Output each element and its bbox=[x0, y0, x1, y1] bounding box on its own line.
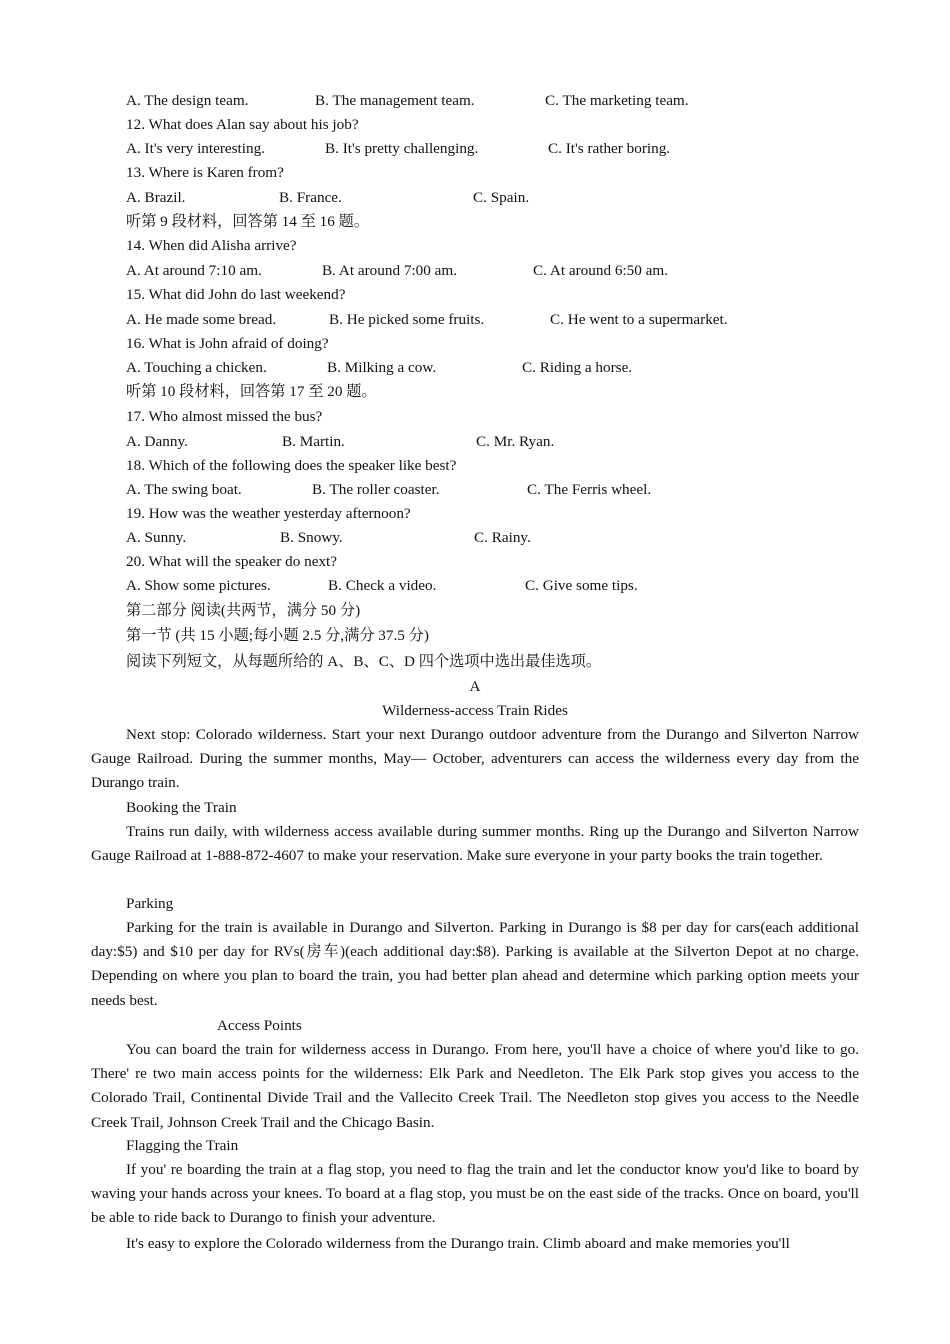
parking-paragraph: Parking for the train is available in Durango and Silverton. Parking in Durango is $8 per day for cars(each additional day:$5) and $10 per day for RVs(房车)(each additional day:$8). Parking is available at the Silverton Depot at no charge. Depending on where you plan to board the train, you had better plan ahead and determine which parking option meets your needs best. bbox=[91, 919, 859, 1009]
q20-option-a: A. Show some pictures. bbox=[126, 577, 271, 594]
passage-intro-paragraph: Next stop: Colorado wilderness. Start your next Durango outdoor adventure from the Durango and Silverton Narrow Gauge Railroad. During the summer months, May— October, adventurers can access the wilderness every day from the Durango train. bbox=[91, 726, 859, 792]
q19-options bbox=[126, 528, 846, 548]
q12-option-b: B. It's pretty challenging. bbox=[325, 140, 479, 157]
q20-options bbox=[126, 576, 846, 596]
passage-letter: A bbox=[469, 678, 481, 695]
q16-options bbox=[126, 358, 846, 378]
q15-option-a: A. He made some bread. bbox=[126, 311, 277, 328]
q13-option-b: B. France. bbox=[279, 189, 342, 206]
section-1-title: 第一节 (共 15 小题;每小题 2.5 分,满分 37.5 分) bbox=[126, 627, 429, 644]
reading-instruction: 阅读下列短文，从每题所给的 A、B、C、D 四个选项中选出最佳选项。 bbox=[126, 653, 602, 670]
q18-option-b: B. The roller coaster. bbox=[312, 481, 440, 498]
q11-option-c: C. The marketing team. bbox=[545, 92, 689, 109]
q11-options bbox=[126, 91, 846, 111]
q12-options bbox=[126, 139, 846, 159]
q18-option-c: C. The Ferris wheel. bbox=[527, 481, 652, 498]
q14-option-c: C. At around 6:50 am. bbox=[533, 262, 668, 279]
part-2-title: 第二部分 阅读(共两节，满分 50 分) bbox=[126, 602, 361, 619]
q19-option-a: A. Sunny. bbox=[126, 529, 187, 546]
booking-paragraph: Trains run daily, with wilderness access available during summer months. Ring up the Durango and Silverton Narrow Gauge Railroad at 1-888-872-4607 to make your reservation. Make sure everyone in your party books the train together. bbox=[91, 823, 859, 865]
q15-option-c: C. He went to a supermarket. bbox=[550, 311, 728, 328]
q14-question: 14. When did Alisha arrive? bbox=[126, 237, 297, 254]
q11-option-b: B. The management team. bbox=[315, 92, 475, 109]
q19-option-b: B. Snowy. bbox=[280, 529, 343, 546]
q14-option-a: A. At around 7:10 am. bbox=[126, 262, 262, 279]
q17-option-c: C. Mr. Ryan. bbox=[476, 433, 555, 450]
q16-option-a: A. Touching a chicken. bbox=[126, 359, 267, 376]
q16-option-b: B. Milking a cow. bbox=[327, 359, 437, 376]
q18-option-a: A. The swing boat. bbox=[126, 481, 242, 498]
q12-option-a: A. It's very interesting. bbox=[126, 140, 265, 157]
q17-options bbox=[126, 432, 846, 452]
q14-option-b: B. At around 7:00 am. bbox=[322, 262, 457, 279]
q17-option-a: A. Danny. bbox=[126, 433, 188, 450]
q17-question: 17. Who almost missed the bus? bbox=[126, 408, 323, 425]
closing-paragraph: It's easy to explore the Colorado wilderness from the Durango train. Climb aboard and make memories you'll bbox=[126, 1235, 790, 1252]
section-10-instruction: 听第 10 段材料，回答第 17 至 20 题。 bbox=[126, 383, 377, 400]
q16-option-c: C. Riding a horse. bbox=[522, 359, 633, 376]
q18-question: 18. Which of the following does the speaker like best? bbox=[126, 457, 457, 474]
q20-question: 20. What will the speaker do next? bbox=[126, 553, 338, 570]
q13-option-a: A. Brazil. bbox=[126, 189, 186, 206]
q15-option-b: B. He picked some fruits. bbox=[329, 311, 485, 328]
q14-options bbox=[126, 261, 846, 281]
q18-options bbox=[126, 480, 846, 500]
flagging-heading: Flagging the Train bbox=[126, 1137, 239, 1154]
q15-question: 15. What did John do last weekend? bbox=[126, 286, 346, 303]
q13-question: 13. Where is Karen from? bbox=[126, 164, 284, 181]
q15-options bbox=[126, 310, 846, 330]
passage-title: Wilderness-access Train Rides bbox=[382, 702, 568, 719]
q20-option-b: B. Check a video. bbox=[328, 577, 437, 594]
q16-question: 16. What is John afraid of doing? bbox=[126, 335, 329, 352]
q19-option-c: C. Rainy. bbox=[474, 529, 531, 546]
q13-option-c: C. Spain. bbox=[473, 189, 530, 206]
access-points-paragraph: You can board the train for wilderness access in Durango. From here, you'll have a choice of where you'd like to go. There' re two main access points for the wilderness: Elk Park and Needleton. The Elk Park stop gives you access to the Colorado Trail, Continental Divide Trail and the Vallecito Creek Trail. The Needleton stop gives you access to the Needle Creek Trail, Johnson Creek Trail and the Chicago Basin. bbox=[91, 1041, 859, 1131]
q13-options bbox=[126, 188, 846, 208]
flagging-paragraph: If you' re boarding the train at a flag stop, you need to flag the train and let the conductor know you'd like to board by waving your hands across your knees. To board at a flag stop, you must be on the east side of the tracks. Once on board, you'll be able to ride back to Durango to finish your adventure. bbox=[91, 1161, 859, 1227]
q11-option-a: A. The design team. bbox=[126, 92, 249, 109]
section-9-instruction: 听第 9 段材料，回答第 14 至 16 题。 bbox=[126, 213, 369, 230]
q12-question: 12. What does Alan say about his job? bbox=[126, 116, 359, 133]
q12-option-c: C. It's rather boring. bbox=[548, 140, 671, 157]
access-points-heading: Access Points bbox=[217, 1017, 302, 1034]
parking-heading: Parking bbox=[126, 895, 174, 912]
q17-option-b: B. Martin. bbox=[282, 433, 345, 450]
booking-heading: Booking the Train bbox=[126, 799, 237, 816]
q19-question: 19. How was the weather yesterday afternoon? bbox=[126, 505, 411, 522]
q20-option-c: C. Give some tips. bbox=[525, 577, 638, 594]
